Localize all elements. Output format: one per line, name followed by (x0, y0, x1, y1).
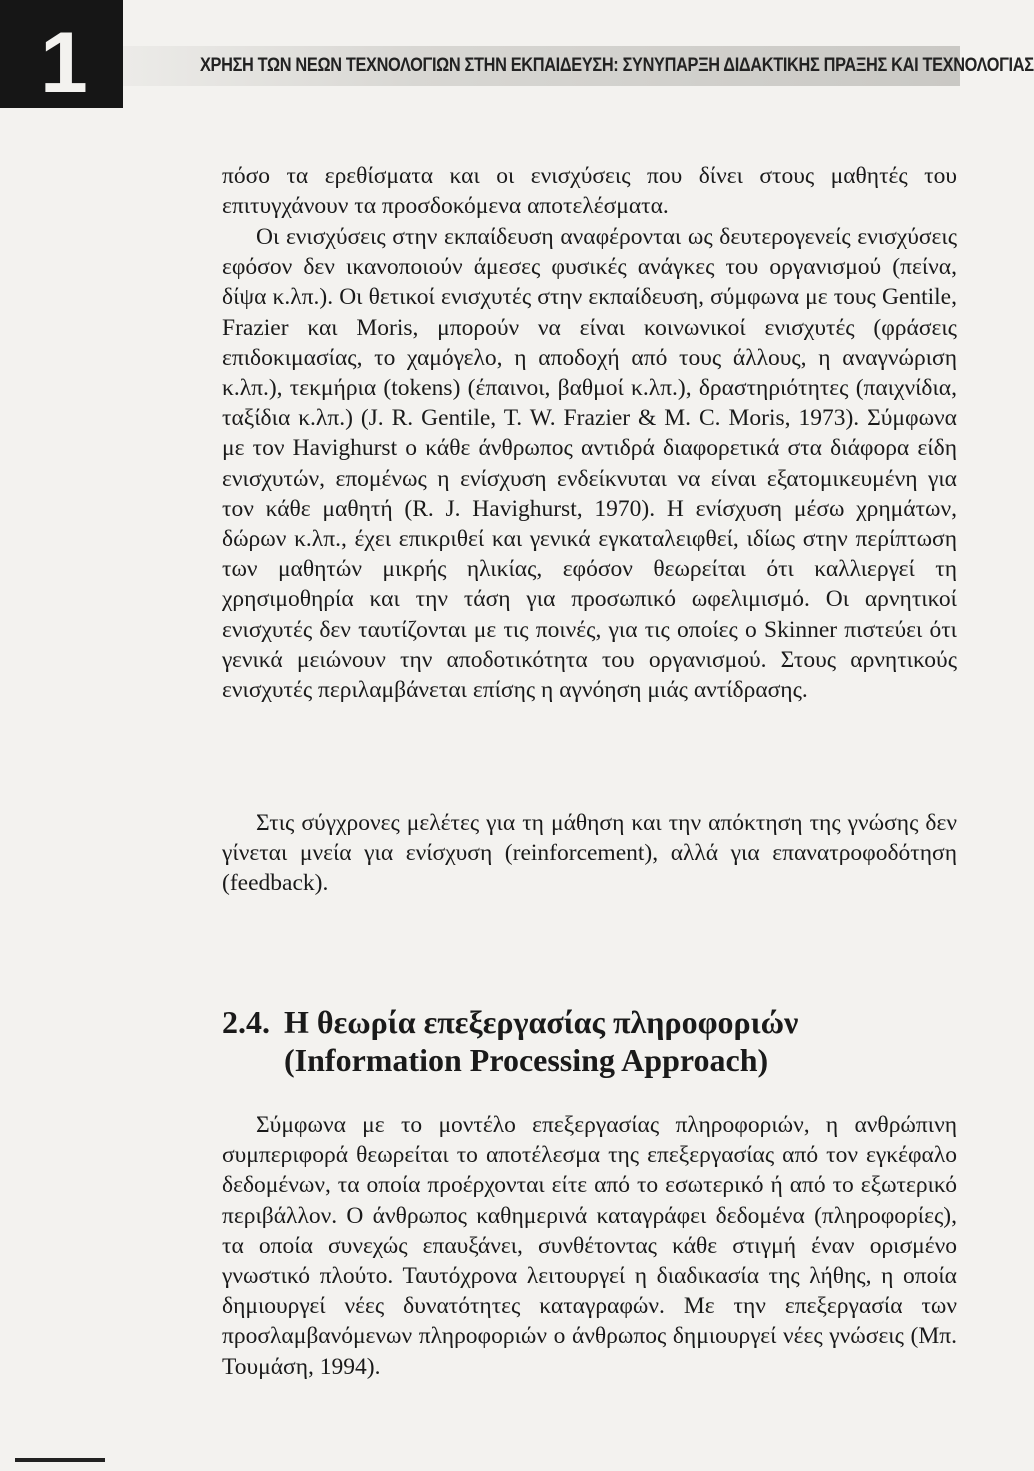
running-title: ΧΡΗΣΗ ΤΩΝ ΝΕΩΝ ΤΕΧΝΟΛΟΓΙΩΝ ΣΤΗΝ ΕΚΠΑΙΔΕΥΣΗ: ΣΥΝΥΠΑΡΞΗ ΔΙΔΑΚΤΙΚΗΣ ΠΡΑΞΗΣ ΚΑΙ ΤΕΧΝΟΛΟΓΙΑΣ (200, 55, 1034, 76)
paragraph-information-processing: Σύμφωνα με το μοντέλο επεξεργασίας πληροφοριών, η ανθρώπινη συμπεριφορά θεωρείται το αποτέλεσμα της επεξεργασίας από τον εγκέφαλο δεδομένων, τα οποία προέρχονται είτε από το εσωτερικό ή από το εξωτερικό περιβάλλον. Ο άνθρωπος καθημερινά καταγράφει δεδομένα (πληροφορίες), τα οποία συνεχώς επαυξάνει, συνθέτοντας κάθε στιγμή έναν ορισμένο γνωστικό πλούτο. Ταυτόχρονα λειτουργεί η διαδικασία της λήθης, η οποία δημιουργεί νέες δυνατότητες καταγραφών. Με την επεξεργασία των προσλαμβανόμενων πληροφοριών ο άνθρωπος δημιουργεί νέες γνώσεις (Μπ. Τουμάση, 1994). (222, 1112, 957, 1380)
section-subtitle: (Information Processing Approach) (284, 1042, 769, 1078)
section-number: 2.4. (222, 1004, 270, 1040)
chapter-number: 1 (40, 15, 88, 111)
section-title: Η θεωρία επεξεργασίας πληροφοριών (284, 1004, 799, 1040)
section-heading (222, 1003, 957, 1079)
paragraph-reinforcers: Οι ενισχύσεις στην εκπαίδευση αναφέρονται ως δευτερογενείς ενισχύσεις εφόσον δεν ικανοποιούν άμεσες φυσικές ανάγκες του οργανισμού (πείνα, δίψα κ.λπ.). Οι θετικοί ενισχυτές στην εκπαίδευση, σύμφωνα με τους Gentile, Frazier και Moris, μπορούν να είναι κοινωνικοί ενισχυτές (φράσεις επιδοκιμασίας, το χαμόγελο, η αποδοχή από τους άλλους, η αναγνώριση κ.λπ.), τεκμήρια (tokens) (έπαινοι, βαθμοί κ.λπ.), δραστηριότητες (παιχνίδια, ταξίδια κ.λπ.) (J. R. Gentile, T. W. Frazier & M. C. Moris, 1973). Σύμφωνα με τον Havighurst ο κάθε άνθρωπος αντιδρά διαφορετικά στα διάφορα είδη ενισχυτών, επομένως η ενίσχυση ενδείκνυται να είναι εξατομικευμένη για τον κάθε μαθητή (R. J. Havighurst, 1970). Η ενίσχυση μέσω χρημάτων, δώρων κ.λπ., έχει επικριθεί και γενικά εγκαταλειφθεί, ιδίως στην περίπτωση των μαθητών μικρής ηλικίας, εφόσον θεωρείται ότι καλλιεργεί τη χρησιμοθηρία και την τάση για προσωπικό ωφελιμισμό. Οι αρνητικοί ενισχυτές δεν ταυτίζονται με τις ποινές, για τις οποίες ο Skinner πιστεύει ότι γενικά μειώνουν την αποδοτικότητα του οργανισμού. Στους αρνητικούς ενισχυτές περιλαμβάνεται επίσης η αγνόηση μιάς αντίδρασης. (222, 224, 957, 704)
paragraph-feedback: Στις σύγχρονες μελέτες για τη μάθηση και την απόκτηση της γνώσης δεν γίνεται μνεία για ενίσχυση (reinforcement), αλλά για επανατροφοδότηση (feedback). (222, 810, 957, 897)
footer-rule (15, 1458, 105, 1462)
paragraph-continuation: πόσο τα ερεθίσματα και οι ενισχύσεις που δίνει στους μαθητές του επιτυγχάνουν τα προσδοκόμενα αποτελέσματα. (222, 163, 957, 220)
paragraph-feedback-wrap (222, 808, 957, 899)
